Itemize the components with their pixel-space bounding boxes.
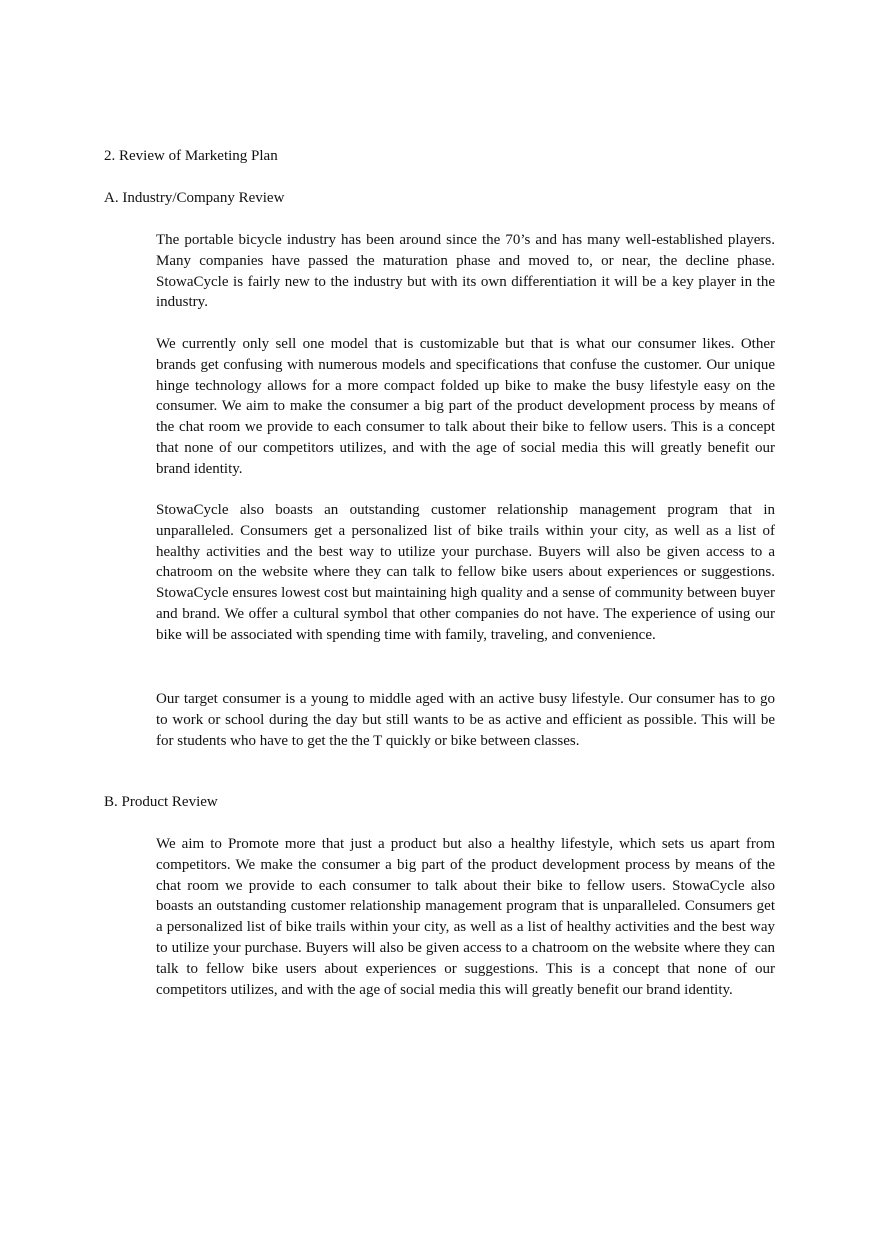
industry-review-paragraph-3: StowaCycle also boasts an outstanding customer relationship management program that in unparalleled. Consumers get a personalized list of bike trails within your city, as well as a list of healthy activities and the best way to utilize your purchase. Buyers will also be given access to a chatroom on the website where they can talk to fellow bike users about experiences or suggestions. StowaCycle ensures lowest cost but maintaining high quality and a sense of community between buyer and brand. We offer a cultural symbol that other companies do not have. The experience of using our bike will be associated with spending time with family, traveling, and convenience. [156,502,775,643]
product-review-paragraph-1: We aim to Promote more that just a product but also a healthy lifestyle, which sets us apart from competitors. We make the consumer a big part of the product development process by means of the chat room we provide to each consumer to talk about their bike to fellow users. StowaCycle also boasts an outstanding customer relationship management program that is unparalleled. Consumers get a personalized list of bike trails within your city, as well as a list of healthy activities and the best way to utilize your purchase. Buyers will also be given access to a chatroom on the website where they can talk to fellow bike users about experiences or suggestions. This is a concept that none of our competitors utilizes, and with the age of social media this will greatly benefit our brand identity. [156,836,775,998]
subsection-b-title: B. Product Review [104,794,218,810]
subsection-a-title: A. Industry/Company Review [104,190,285,206]
industry-review-paragraph-4: Our target consumer is a young to middle aged with an active busy lifestyle. Our consumer has to go to work or school during the day but still wants to be as active and efficient as possible. This will be for students who have to get the the T quickly or bike between classes. [156,691,775,749]
section-title: 2. Review of Marketing Plan [104,148,278,164]
industry-review-paragraph-2: We currently only sell one model that is customizable but that is what our consumer likes. Other brands get confusing with numerous models and specifications that confuse the customer. Our unique hinge technology allows for a more compact folded up bike to make the busy lifestyle easy on the consumer. We aim to make the consumer a big part of the product development process by means of the chat room we provide to each consumer to talk about their bike to fellow users. This is a concept that none of our competitors utilizes, and with the age of social media this will greatly benefit our brand identity. [156,336,775,477]
industry-review-paragraph-1: The portable bicycle industry has been around since the 70’s and has many well-established players. Many companies have passed the maturation phase and moved to, or near, the decline phase. StowaCycle is fairly new to the industry but with its own differentiation it will be a key player in the industry. [156,232,775,311]
